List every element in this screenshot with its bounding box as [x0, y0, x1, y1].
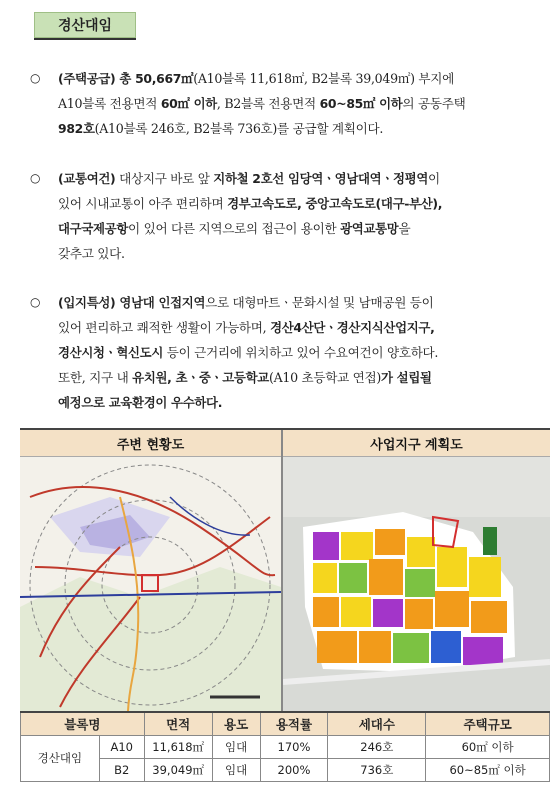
table-cell: 246호: [328, 735, 426, 758]
table-cell: 39,049㎡: [144, 758, 212, 781]
district-name-cell: 경산대임: [21, 735, 100, 781]
section-title: 경산대임: [34, 12, 136, 40]
district-plan-map-title: 사업지구 계획도: [283, 430, 550, 457]
paragraph-line: [58, 390, 550, 415]
text-run: 이 있어 다른 지역으로의 접근이 용이한: [128, 221, 341, 236]
bold-text: (입지특성) 영남대 인접지역: [58, 295, 206, 310]
bold-text: 60㎡ 이하: [160, 96, 217, 111]
text-run: 이: [428, 171, 440, 186]
table-cell: 170%: [260, 735, 328, 758]
paragraph-line: [58, 340, 550, 365]
paragraph-line: [58, 91, 550, 116]
text-run: 있어 편리하고 쾌적한 생활이 가능하며,: [58, 320, 271, 335]
header-floor-area-ratio: 용적률: [260, 712, 328, 735]
map-panels: [20, 428, 550, 711]
paragraph-line: [58, 166, 550, 191]
paragraph-location: [30, 290, 550, 415]
paragraph-line: [58, 216, 550, 241]
bold-text: 경산4산단ㆍ경산지식산업지구,: [270, 320, 435, 335]
text-run: (A10블록 11,618㎡, B2블록 39,049㎡) 부지에: [193, 71, 455, 86]
district-plan-map: [283, 457, 550, 711]
table-row: [21, 758, 550, 781]
paragraph-line: [58, 191, 550, 216]
paragraph-line: [58, 116, 550, 141]
header-area: 면적: [144, 712, 212, 735]
paragraph-body: [58, 290, 550, 415]
bold-text: 경산시청ㆍ혁신도시: [58, 345, 164, 360]
paragraph-line: [58, 66, 550, 91]
bold-text: 60~85㎡ 이하: [319, 96, 403, 111]
table-cell: 60~85㎡ 이하: [426, 758, 550, 781]
text-run: 또한, 지구 내: [58, 370, 133, 385]
table-cell: 736호: [328, 758, 426, 781]
table-cell: 임대: [212, 735, 260, 758]
text-run: 의 공동주택: [402, 96, 466, 111]
table-cell: 11,618㎡: [144, 735, 212, 758]
paragraph-line: [58, 290, 550, 315]
paragraph-line: [58, 365, 550, 390]
header-households: 세대수: [328, 712, 426, 735]
text-run: 으로 대형마트ㆍ문화시설 및 남매공원 등이: [205, 295, 434, 310]
bullet-icon: ○: [30, 171, 41, 185]
bold-text: (교통여건): [58, 171, 116, 186]
paragraph-transportation: [30, 166, 550, 266]
text-run: 있어 시내교통이 아주 편리하며: [58, 196, 228, 211]
bold-text: 광역교통망: [340, 221, 399, 236]
housing-unit-table: [20, 711, 550, 782]
paragraph-line: [58, 241, 550, 266]
text-run: 대상지구 바로 앞: [115, 171, 214, 186]
paragraph-line: [58, 315, 550, 340]
bold-text: (주택공급) 총 50,667㎡: [58, 71, 194, 86]
table-cell: B2: [99, 758, 144, 781]
bullet-icon: ○: [30, 295, 41, 309]
table-header-row: [21, 712, 550, 735]
surroundings-map: [20, 457, 281, 711]
header-use: 용도: [212, 712, 260, 735]
text-run: (A10 초등학교 연접): [268, 370, 381, 385]
bold-text: 경부고속도로, 중앙고속도로(대구-부산),: [227, 196, 443, 211]
bold-text: 982호: [58, 121, 95, 136]
paragraph-body: [58, 66, 550, 141]
bold-text: 예정으로 교육환경이 우수하다.: [58, 395, 223, 410]
table-cell: A10: [99, 735, 144, 758]
header-housing-size: 주택규모: [426, 712, 550, 735]
table-cell: 200%: [260, 758, 328, 781]
paragraph-body: [58, 166, 550, 266]
text-run: 을: [398, 221, 411, 236]
table-cell: 60㎡ 이하: [426, 735, 550, 758]
table-row: [21, 735, 550, 758]
surroundings-map-title: 주변 현황도: [20, 430, 281, 457]
bold-text: 가 설립될: [381, 370, 432, 385]
text-run: 갖추고 있다.: [58, 246, 125, 261]
text-run: 등이 근거리에 위치하고 있어 수요여건이 양호하다.: [163, 345, 439, 360]
text-run: A10블록 전용면적: [58, 96, 161, 111]
bullet-icon: ○: [30, 71, 41, 85]
bold-text: 대구국제공항: [58, 221, 129, 236]
header-block-name: 블록명: [21, 712, 145, 735]
text-run: (A10블록 246호, B2블록 736호)를 공급할 계획이다.: [94, 121, 384, 136]
bold-text: 유치원, 초ㆍ중ㆍ고등학교: [132, 370, 269, 385]
paragraph-housing-supply: [30, 66, 550, 141]
table-cell: 임대: [212, 758, 260, 781]
bold-text: 지하철 2호선 임당역ㆍ영남대역ㆍ정평역: [213, 171, 429, 186]
text-run: , B2블록 전용면적: [216, 96, 320, 111]
